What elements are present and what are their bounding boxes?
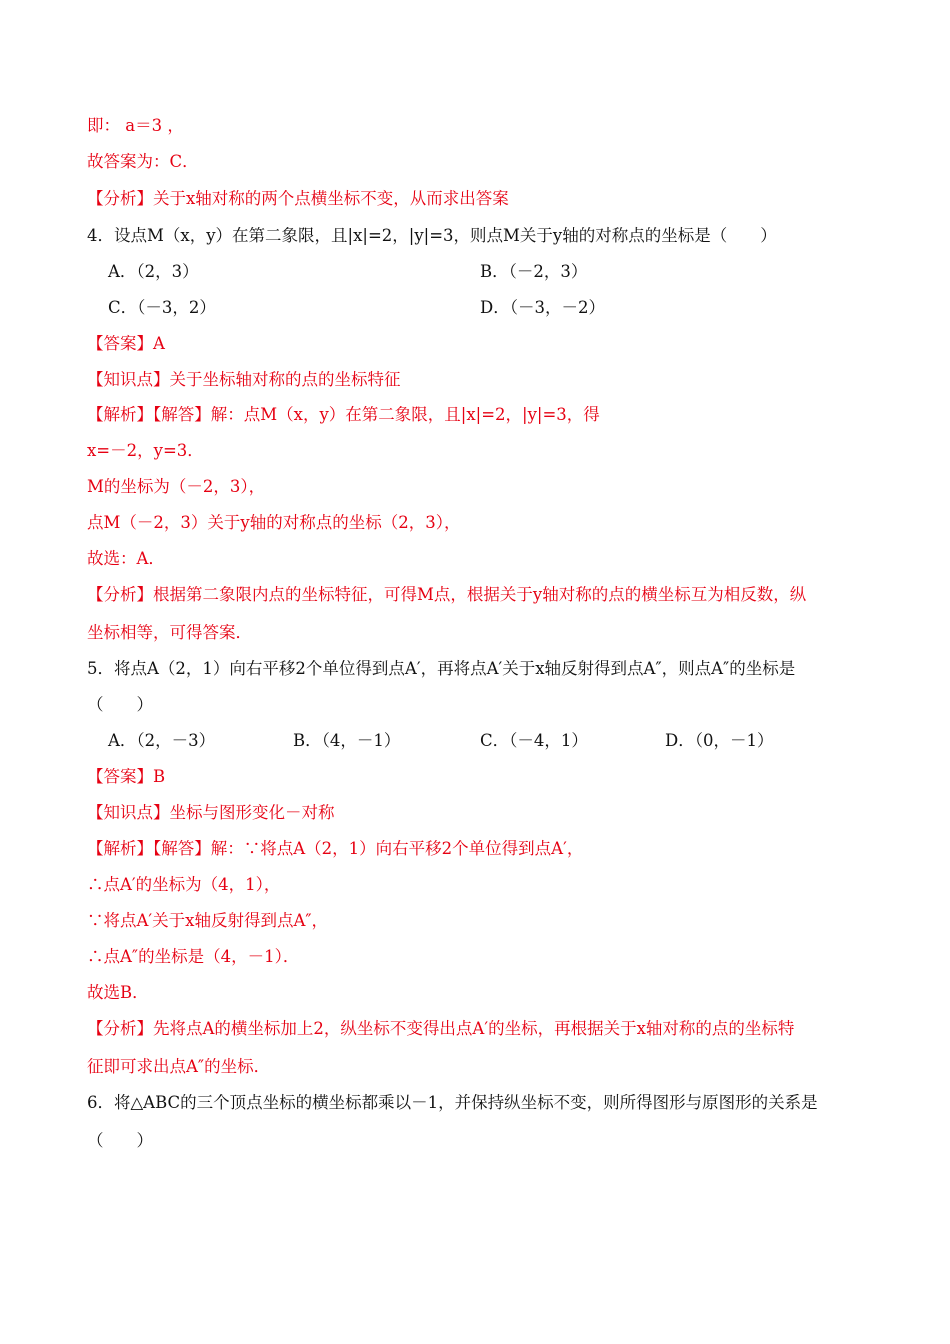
q6-stem-line: （ ） [87, 1131, 153, 1150]
q5-analysis-line: 【分析】先将点A的横坐标加上2，纵坐标不变得出点A′的坐标，再根据关于x轴对称的点的坐标特 [87, 1019, 795, 1038]
q5-solution-line: ∴点A″的坐标是（4，－1）． [87, 947, 300, 966]
q5-stem-line: （ ） [87, 695, 153, 714]
q5-solution-line: 【解析】【解答】解：∵将点A（2，1）向右平移2个单位得到点A′， [87, 839, 584, 858]
q6-stem-line: 6．将△ABC的三个顶点坐标的横坐标都乘以－1，并保持纵坐标不变，则所得图形与原图形的关系是 [87, 1093, 818, 1112]
q4-option-d: D．（－3，－2） [480, 298, 605, 317]
q5-solution-line: ∵将点A′关于x轴反射得到点A″， [87, 911, 329, 930]
q4-analysis-line: 【分析】根据第二象限内点的坐标特征，可得M点，根据关于y轴对称的点的横坐标互为相反数，纵 [87, 585, 807, 604]
q5-knowledge: 【知识点】坐标与图形变化－对称 [87, 803, 335, 822]
prev-solution-line: 即： a＝3 ， [87, 116, 184, 135]
q4-option-a: A．（2，3） [108, 262, 199, 281]
q4-solution-line: x=－2，y=3． [87, 441, 204, 460]
q4-solution-line: 故选：A． [87, 549, 165, 568]
q4-answer: 【答案】A [87, 334, 165, 353]
q4-solution-line: 【解析】【解答】解：点M（x，y）在第二象限，且|x|=2，|y|=3，得 [87, 405, 600, 424]
q5-stem-line: 5．将点A（2，1）向右平移2个单位得到点A′，再将点A′关于x轴反射得到点A″，则点A″的坐标是 [87, 659, 796, 678]
q4-stem: 4．设点M（x，y）在第二象限，且|x|=2，|y|=3，则点M关于y轴的对称点的坐标是（ ） [87, 226, 777, 245]
q4-solution-line: 点M（－2，3）关于y轴的对称点的坐标（2，3）， [87, 513, 461, 532]
q5-analysis-line: 征即可求出点A″的坐标． [87, 1057, 271, 1076]
q5-answer: 【答案】B [87, 767, 166, 786]
q5-option-d: D．（0，－1） [665, 731, 774, 750]
q4-solution-line: M的坐标为（－2，3）， [87, 477, 266, 496]
q5-option-b: B．（4，－1） [293, 731, 401, 750]
q5-option-a: A．（2，－3） [108, 731, 216, 750]
q4-knowledge: 【知识点】关于坐标轴对称的点的坐标特征 [87, 370, 401, 389]
q5-option-c: C．（－4，1） [480, 731, 588, 750]
q5-solution-line: ∴点A′的坐标为（4，1）， [87, 875, 281, 894]
prev-final-answer: 故答案为：C． [87, 152, 199, 171]
q4-option-c: C．（－3，2） [108, 298, 216, 317]
q5-solution-line: 故选B． [87, 983, 149, 1002]
q4-analysis-line: 坐标相等，可得答案． [87, 623, 252, 642]
q4-option-b: B．（－2，3） [480, 262, 588, 281]
prev-analysis: 【分析】关于x轴对称的两个点横坐标不变，从而求出答案 [87, 189, 509, 208]
